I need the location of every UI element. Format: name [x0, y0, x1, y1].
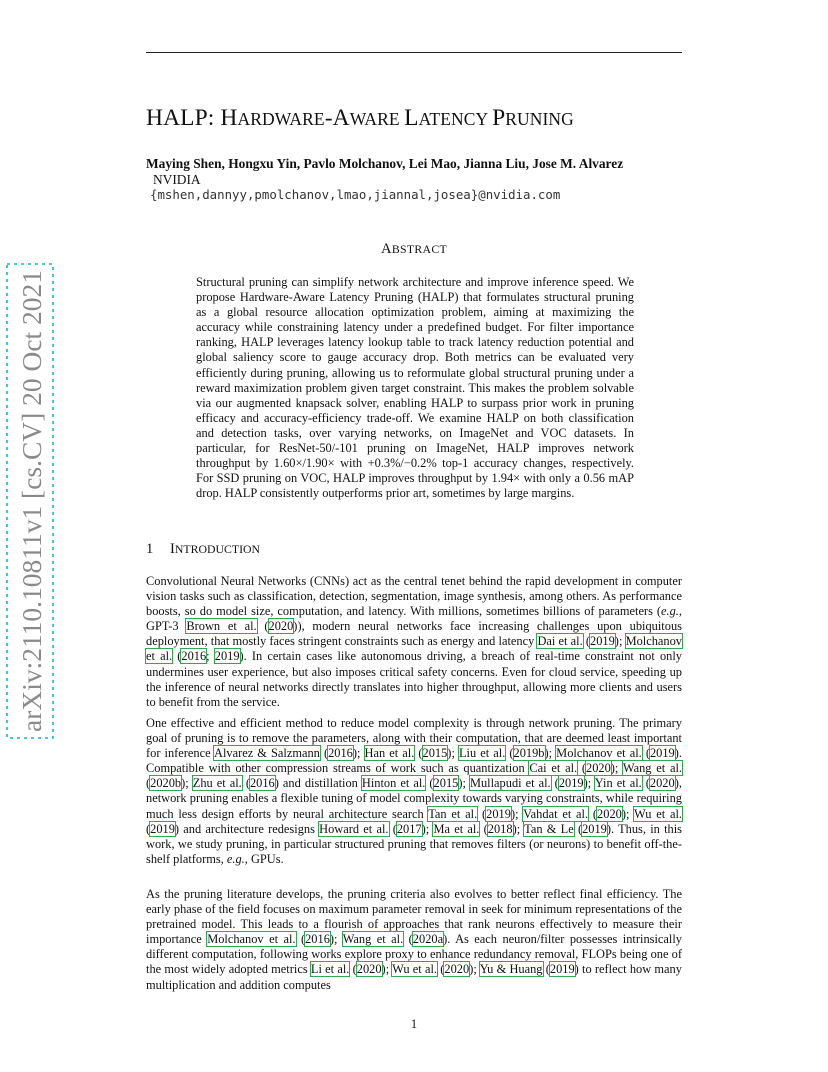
title-part: RUNING [505, 109, 574, 129]
citation-authors[interactable]: Hinton et al. [361, 776, 426, 791]
citation-year[interactable]: 2018 [487, 821, 513, 836]
abstract-heading [0, 241, 828, 258]
citation-year[interactable]: 2016 [181, 649, 207, 664]
citation-year[interactable]: 2020 [586, 761, 611, 776]
text-run: , GPT-3 [146, 604, 682, 634]
text-run: Convolutional Neural Networks (CNNs) act as the central tenet behind the rapid development in computer vision tasks such as classification, detection, segmentation, image synthesis, among others. As performance boosts, so do model size, computation, and latency. With millions, sometimes billions of parameters ( [146, 574, 682, 619]
citation-link[interactable]: Wang et al. (2020a) [342, 932, 448, 947]
citation-year[interactable]: 2020 [356, 962, 382, 977]
citation-year[interactable]: 2019b [513, 746, 545, 761]
citation-authors[interactable]: Dai et al. [537, 634, 583, 649]
citation-link[interactable]: Alvarez & Salzmann (2016) [214, 746, 357, 761]
citation-year[interactable]: 2019 [150, 821, 175, 836]
citation-year[interactable]: 2020a [412, 932, 444, 947]
paper-title [146, 105, 706, 132]
title-part: -A [324, 105, 350, 131]
citation-link[interactable]: Vahdat et al. (2020) [523, 806, 626, 821]
citation-year[interactable]: 2020 [649, 776, 675, 791]
citation-link[interactable]: Wu et al. (2020) [392, 962, 474, 977]
citation-year[interactable]: 2020 [268, 619, 294, 634]
citation-link[interactable]: Han et al. (2015) [364, 746, 452, 761]
citation-link[interactable]: Liu et al. (2019b) [458, 746, 549, 761]
citation-year[interactable]: 2019 [214, 649, 240, 664]
citation-link[interactable]: Tan et al. (2019) [428, 806, 516, 821]
citation-link[interactable]: Ma et al. (2018) [433, 821, 517, 836]
arxiv-side-stamp[interactable] [4, 262, 56, 740]
citation-authors[interactable]: Howard et al. [319, 821, 389, 836]
citation-year[interactable]: 2019 [486, 806, 511, 821]
text-run: . Thus, in this work, we study pruning, in particular structured pruning that removes filters (or neurons) to benefit off-the-shelf platforms, [146, 821, 682, 866]
citation-year[interactable]: 2019 [590, 634, 615, 649]
citation-year[interactable]: 2016 [249, 776, 275, 791]
citation-year[interactable]: 2016 [328, 746, 353, 761]
title-part: ATENCY [418, 109, 493, 129]
citation-link[interactable]: Cai et al. (2020) [529, 761, 615, 776]
citation-year[interactable]: 2015 [422, 746, 448, 761]
text-run: e.g. [661, 604, 679, 619]
citation-year[interactable]: 2019 [549, 962, 575, 977]
citation-link[interactable]: Li et al. (2020) [310, 962, 386, 977]
citation-authors[interactable]: Cai et al. [529, 761, 578, 776]
citation-authors[interactable]: Molchanov et al. [556, 746, 642, 761]
citation-authors[interactable]: Brown et al. [186, 619, 257, 634]
text-run: and distillation [278, 776, 362, 791]
citation-authors[interactable]: Li et al. [310, 962, 350, 977]
citation-authors[interactable]: Wang et al. [342, 932, 404, 947]
title-part: WARE [349, 109, 405, 129]
citation-year[interactable]: 2020b [150, 776, 182, 791]
author-list: Maying Shen, Hongxu Yin, Pavlo Molchanov, Lei Mao, Jianna Liu, Jose M. Alvarez [146, 156, 624, 171]
top-rule [146, 52, 682, 53]
heading-rest: BSTRACT [391, 242, 448, 256]
abstract-text: Structural pruning can simplify network architecture and improve inference speed. We propose Hardware-Aware Latency Pruning (HALP) that formulates structural pruning as a global resource allocation optimization problem, aiming at maximizing the accuracy while constraining latency under a predefined budget. For filter importance ranking, HALP leverages latency lookup table to track latency reduction potential and global saliency score to gauge accuracy drop. Both metrics can be evaluated very efficiently during pruning, allowing us to reformulate global structural pruning under a reward maximization problem given target constraint. This makes the problem solvable via our augmented knapsack solver, enabling HALP to surpass prior work in pruning efficacy and accuracy-efficiency trade-off. We examine HALP on both classification and detection tasks, over varying networks, on ImageNet and VOC datasets. In particular, for ResNet-50/-101 pruning on ImageNet, HALP improves network throughput by 1.60×/1.90× with +0.3%/−0.2% top-1 accuracy changes, respectively. For SSD pruning on VOC, HALP improves throughput by 1.94× with only a 0.56 mAP drop. HALP consistently outperforms prior art, sometimes by large margins. [196, 275, 634, 501]
citation-link[interactable]: Hinton et al. (2015) [361, 776, 463, 791]
citation-authors[interactable]: Wu et al. [634, 806, 682, 821]
text-run: . Compatible with other compression streams of work such as quantization [146, 746, 682, 776]
affiliation: NVIDIA [153, 172, 201, 187]
author-emails: {mshen,dannyy,pmolchanov,lmao,jiannal,josea}@nvidia.com [150, 187, 561, 202]
text-run: and architecture redesigns [179, 821, 320, 836]
citation-year[interactable]: 2017 [396, 821, 422, 836]
text-run: One effective and efficient method to reduce model complexity is through network pruning. The primary goal of pruning is to remove the parameters, along with their computation, that are deemed least important for inference [146, 716, 682, 761]
citation-authors[interactable]: Wu et al. [392, 962, 438, 977]
citation-link[interactable]: Molchanov et al. (2016) [207, 932, 335, 947]
arxiv-stamp-graphic [4, 262, 56, 740]
citation-link[interactable]: Zhu et al. (2016) [192, 776, 279, 791]
text-run: e.g. [226, 851, 245, 866]
citation-link[interactable]: Molchanov et al. (2019) [556, 746, 679, 761]
citation-authors[interactable]: Molchanov et al. [207, 932, 296, 947]
text-run: . As each neuron/filter possesses intrinsically different computation, following works explore proxy to enhance redundancy removal, FLOPs being one of the most widely adopted metrics [146, 932, 682, 977]
citation-link[interactable]: Molchanov et al. (2016; 2019) [146, 634, 682, 664]
citation-authors[interactable]: Tan et al. [428, 806, 478, 821]
text-run: . In certain cases like autonomous driving, a breach of real-time constraint not only undermines user experience, but also imposes critical safety concerns. Even for cloud service, speeding up the inference of neural networks directly translates into higher throughput, allowing more clients and users to benefit from the service. [146, 649, 682, 709]
citation-link[interactable]: Brown et al. (2020) [186, 619, 298, 634]
citation-authors[interactable]: Ma et al. [433, 821, 480, 836]
citation-authors[interactable]: Yin et al. [594, 776, 642, 791]
intro-paragraph-3: As the pruning literature develops, the pruning criteria also evolves to better reflect final efficiency. The early phase of the field focuses on maximum parameter removal in seek for minimum representations of the pretrained model. This leads to a flourish of approaches that rank neurons effectively to measure their importance Molchanov et al. (2016); Wang et al. (2020a). As each neuron/filter possesses intrinsically different computation, following works explore proxy to enhance redundancy removal, FLOPs being one of the most widely adopted metrics Li et al. (2020); Wu et al. (2020); Yu & Huang (2019) to reflect how many multiplication and addition computes [146, 887, 682, 992]
title-part: P [492, 105, 506, 131]
citation-authors[interactable]: Tan & Le [524, 821, 574, 836]
heading-initial: I [170, 541, 175, 557]
section-number: 1 [146, 541, 154, 557]
title-part: ARDWARE [237, 109, 325, 129]
citation-link[interactable]: Howard et al. (2017) [319, 821, 426, 836]
text-run: , GPUs. [244, 851, 284, 866]
text-run: , network pruning enables a flexible tuning of model complexity towards varying constraints, while requiring much less design efforts by neural architecture search [146, 776, 682, 821]
citation-authors[interactable]: Molchanov et al. [146, 634, 682, 664]
arxiv-identifier: arXiv:2110.10811v1 [cs.CV] 20 Oct 2021 [16, 269, 47, 732]
title-part: HALP: H [146, 105, 238, 131]
citation-year[interactable]: 2019 [558, 776, 584, 791]
citation-link[interactable]: Wu et al. (2019) [146, 806, 682, 836]
citation-link[interactable]: Mullapudi et al. (2019) [469, 776, 588, 791]
citation-year[interactable]: 2016 [305, 932, 330, 947]
title-part: L [404, 105, 419, 131]
citation-year[interactable]: 2020 [597, 806, 622, 821]
text-run: As the pruning literature develops, the pruning criteria also evolves to better reflect final efficiency. The early phase of the field focuses on maximum parameter removal in seek for minimum representations of the pretrained model. This leads to a flourish of approaches that rank neurons effectively to measure their importance [146, 887, 682, 947]
citation-link[interactable]: Yu & Huang (2019) [479, 962, 579, 977]
citation-link[interactable]: Wang et al. (2020b) [146, 761, 682, 791]
intro-paragraph-1: Convolutional Neural Networks (CNNs) act as the central tenet behind the rapid development in computer vision tasks such as classification, detection, segmentation, image synthesis, among others. As performance boosts, so do model size, computation, and latency. With millions, sometimes billions of parameters (e.g., GPT-3 Brown et al. (2020)), modern neural networks face increasing challenges upon ubiquitous deployment, that mostly faces stringent constraints such as energy and latency Dai et al. (2019); Molchanov et al. (2016; 2019). In certain cases like autonomous driving, a breach of real-time constraint not only undermines user experience, but also imposes critical safety concerns. Even for cloud service, speeding up the inference of neural networks directly translates into higher throughput, allowing more clients and users to benefit from the service. [146, 574, 682, 709]
citation-authors[interactable]: Alvarez & Salzmann [214, 746, 320, 761]
citation-authors[interactable]: Han et al. [364, 746, 415, 761]
heading-rest: NTRODUCTION [174, 542, 261, 556]
heading-initial: A [380, 241, 392, 257]
text-run: ), modern neural networks face increasing challenges upon ubiquitous deployment, that mostly faces stringent constraints such as energy and latency [146, 619, 682, 649]
citation-link[interactable]: Dai et al. (2019) [537, 634, 619, 649]
text-run: to reflect how many multiplication and addition computes [146, 962, 682, 992]
citation-authors[interactable]: Liu et al. [458, 746, 506, 761]
citation-authors[interactable]: Wang et al. [622, 761, 682, 776]
citation-link[interactable]: Tan & Le (2019) [524, 821, 611, 836]
citation-year[interactable]: 2019 [649, 746, 675, 761]
intro-paragraph-2: One effective and efficient method to reduce model complexity is through network pruning. The primary goal of pruning is to remove the parameters, along with their computation, that are deemed least important for inference Alvarez & Salzmann (2016); Han et al. (2015); Liu et al. (2019b); Molchanov et al. (2019). Compatible with other compression streams of work such as quantization Cai et al. (2020); Wang et al. (2020b); Zhu et al. (2016) and distillation Hinton et al. (2015); Mullapudi et al. (2019); Yin et al. (2020), network pruning enables a flexible tuning of model complexity towards varying constraints, while requiring much less design efforts by neural architecture search Tan et al. (2019); Vahdat et al. (2020); Wu et al. (2019) and architecture redesigns Howard et al. (2017); Ma et al. (2018); Tan & Le (2019). Thus, in this work, we study pruning, in particular structured pruning that removes filters (or neurons) to benefit off-the-shelf platforms, e.g., GPUs. [146, 716, 682, 866]
citation-authors[interactable]: Vahdat et al. [523, 806, 589, 821]
page-number: 1 [410, 1017, 418, 1031]
citation-year[interactable]: 2020 [444, 962, 470, 977]
section-heading-introduction [146, 541, 260, 558]
citation-authors[interactable]: Mullapudi et al. [469, 776, 551, 791]
citation-year[interactable]: 2015 [433, 776, 459, 791]
citation-authors[interactable]: Zhu et al. [192, 776, 242, 791]
citation-link[interactable]: Yin et al. (2020) [594, 776, 679, 791]
citation-year[interactable]: 2019 [582, 821, 607, 836]
citation-authors[interactable]: Yu & Huang [479, 962, 543, 977]
